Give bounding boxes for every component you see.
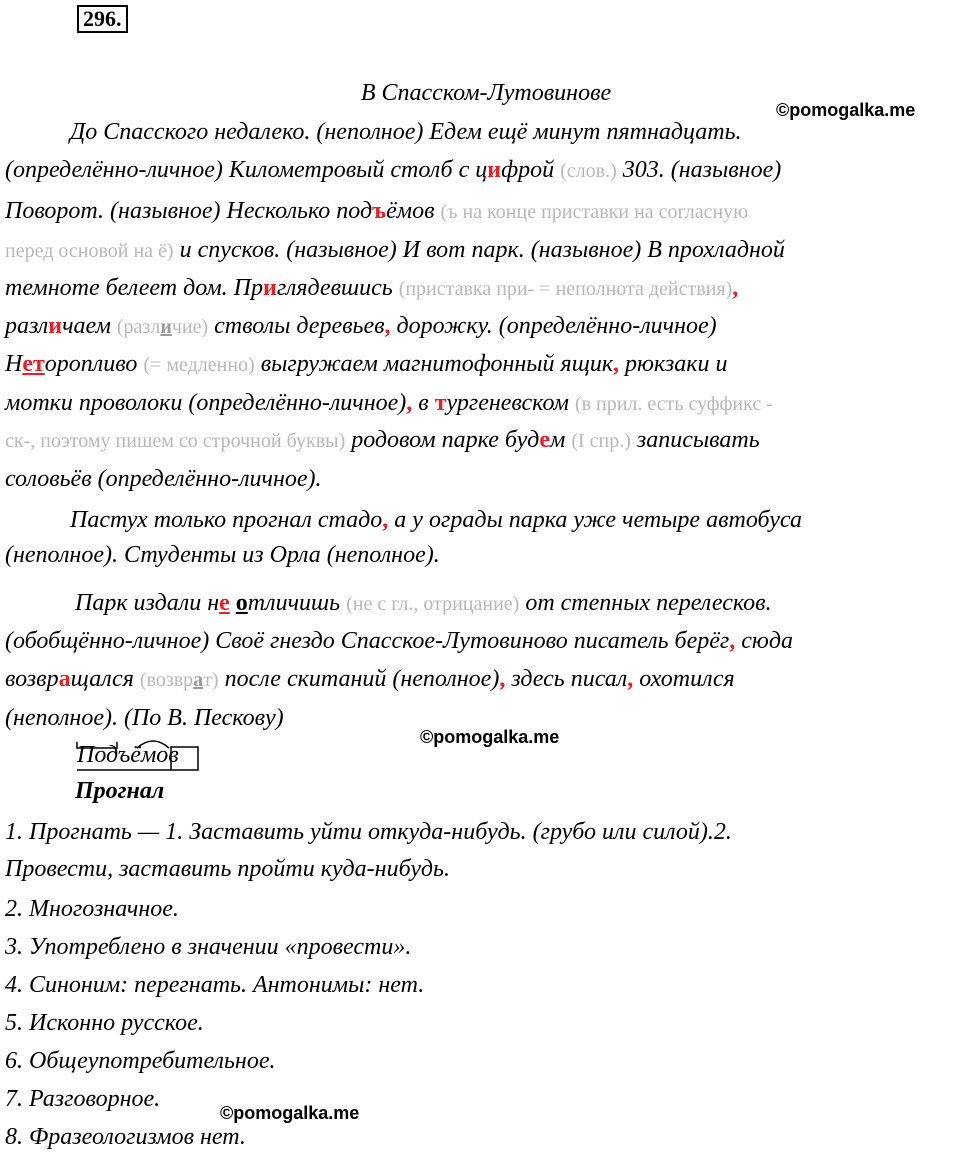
- note: (слов.): [560, 160, 617, 182]
- analysis-line: 3. Употреблено в значении «провести».: [5, 934, 412, 960]
- analysis-line: 2. Многозначное.: [5, 896, 179, 922]
- note: чие): [171, 316, 209, 338]
- text-fragment: ургеневском: [446, 390, 575, 416]
- text-fragment: Поворот. (назывное) Несколько под: [5, 198, 373, 224]
- text-fragment: записывать: [630, 427, 760, 453]
- analysis-line: 4. Синоним: перегнать. Антонимы: нет.: [5, 972, 425, 998]
- highlighted-letter: е: [219, 590, 230, 616]
- text-line: [5, 664, 735, 695]
- highlighted-comma: ,: [613, 351, 620, 377]
- text-fragment: мотки проволоки (определённо-личное): [5, 390, 407, 416]
- note: (разл: [116, 316, 161, 338]
- text-line: [5, 626, 793, 656]
- text-line: [70, 117, 742, 147]
- text-fragment: Парк издали н: [75, 590, 220, 616]
- text-title: В Спасском-Лутовинове: [360, 80, 612, 106]
- text-fragment: рюкзаки и: [619, 351, 728, 377]
- watermark: ©pomogalka.me: [220, 1103, 360, 1123]
- text-fragment: (неполное). Студенты из Орла (неполное).: [5, 542, 440, 568]
- analysis-line: 8. Фразеологизмов нет.: [5, 1124, 246, 1150]
- text-fragment: охотился: [633, 666, 735, 692]
- note: (приставка при- = неполнота действия): [398, 278, 733, 300]
- text-line: [5, 464, 322, 494]
- analysis-line: Провести, заставить пройти куда-нибудь.: [5, 856, 450, 882]
- highlighted-letter: е: [539, 427, 550, 453]
- text-fragment: после скитаний (неполное): [218, 666, 500, 692]
- underlined-letter: о: [235, 590, 248, 616]
- text-line: [5, 196, 748, 227]
- text-fragment: родовом парке буд: [345, 427, 540, 453]
- text-fragment: разл: [5, 313, 49, 339]
- text-line: [70, 505, 802, 535]
- highlighted-comma: ,: [627, 666, 634, 692]
- text-fragment: от степных перелесков.: [519, 590, 772, 616]
- highlighted-comma: ,: [732, 275, 739, 301]
- text-fragment: (определённо-личное) Километровый столб с ц: [5, 157, 488, 183]
- highlighted-comma: ,: [406, 390, 413, 416]
- text-line: [5, 388, 773, 419]
- note: ск-, поэтому пишем со строчной буквы): [5, 430, 346, 452]
- text-fragment: глядевшись: [276, 275, 399, 301]
- note: (возвр: [139, 669, 194, 691]
- highlighted-letter: и: [487, 157, 502, 183]
- note: т): [203, 669, 219, 691]
- highlighted-letters: ет: [22, 351, 45, 377]
- text-fragment: темноте белеет дом. Пр: [5, 275, 263, 301]
- morph-word: Подъёмов: [77, 742, 179, 768]
- note: (= медленно): [143, 354, 255, 376]
- text-fragment: и спусков. (назывное) И вот парк. (назывное) В прохладной: [173, 237, 785, 263]
- text-fragment: фрой: [501, 157, 561, 183]
- text-line: [5, 311, 717, 342]
- text-line: [5, 273, 738, 304]
- text-fragment: в: [412, 390, 435, 416]
- text-fragment: здесь писал: [505, 666, 628, 692]
- note: (I спр.): [571, 430, 631, 452]
- text-fragment: тличишь: [247, 590, 347, 616]
- analysis-line: 5. Исконно русское.: [5, 1010, 204, 1036]
- highlighted-letter: т: [434, 390, 447, 416]
- note: перед основой на ё): [5, 240, 174, 262]
- highlighted-letter: и: [262, 275, 277, 301]
- text-line: [5, 540, 440, 570]
- note-letter: и: [160, 316, 172, 338]
- text-fragment: До Спасского недалеко. (неполное) Едем ещё минут пятнадцать.: [70, 119, 742, 145]
- text-fragment: сюда: [735, 628, 793, 654]
- highlighted-comma: ,: [384, 313, 391, 339]
- highlighted-comma: ,: [382, 507, 389, 533]
- text-fragment: соловьёв (определённо-личное).: [5, 466, 322, 492]
- text-line: [5, 155, 781, 186]
- text-fragment: м: [549, 427, 572, 453]
- text-fragment: оропливо: [44, 351, 144, 377]
- text-fragment: дорожку. (определённо-личное): [390, 313, 717, 339]
- analysis-line: 6. Общеупотребительное.: [5, 1048, 276, 1074]
- text-fragment: ёмов: [386, 198, 441, 224]
- text-fragment: а у ограды парка уже четыре автобуса: [388, 507, 802, 533]
- analysis-line: 1. Прогнать — 1. Заставить уйти откуда-нибудь. (грубо или силой).2.: [5, 819, 732, 845]
- highlighted-comma: ,: [499, 666, 506, 692]
- text-line: [5, 425, 760, 456]
- highlighted-letter: и: [48, 313, 63, 339]
- prognal-title: Прогнал: [75, 778, 165, 804]
- analysis-line: 7. Разговорное.: [5, 1086, 161, 1112]
- text-line: [5, 235, 785, 266]
- text-fragment: выгружаем магнитофонный ящик: [254, 351, 614, 377]
- text-fragment: (обобщённо-личное) Своё гнездо Спасское-Лутовиново писатель берёг: [5, 628, 730, 654]
- text-line: [5, 349, 727, 380]
- text-fragment: 303. (назывное): [616, 157, 782, 183]
- text-line: [75, 588, 772, 619]
- text-fragment: Пастух только прогнал стадо: [70, 507, 383, 533]
- highlighted-letter: а: [58, 666, 71, 692]
- note: (ъ на конце приставки на согласную: [440, 201, 749, 223]
- text-fragment: (неполное). (По В. Пескову): [5, 705, 284, 731]
- text-fragment: Н: [5, 351, 23, 377]
- note-letter: а: [193, 669, 204, 691]
- watermark: ©pomogalka.me: [420, 727, 560, 747]
- text-line: [5, 703, 284, 733]
- morpheme-analysis: [75, 738, 205, 768]
- note: (не с гл., отрицание): [346, 593, 520, 615]
- highlighted-comma: ,: [729, 628, 736, 654]
- highlighted-letter: ъ: [372, 198, 387, 224]
- exercise-number: 296.: [77, 5, 128, 33]
- text-fragment: щался: [70, 666, 140, 692]
- text-fragment: возвр: [5, 666, 59, 692]
- text-fragment: стволы деревьев: [208, 313, 385, 339]
- watermark: ©pomogalka.me: [776, 100, 916, 120]
- text-fragment: чаем: [62, 313, 117, 339]
- note: (в прил. есть суффикс -: [574, 393, 773, 415]
